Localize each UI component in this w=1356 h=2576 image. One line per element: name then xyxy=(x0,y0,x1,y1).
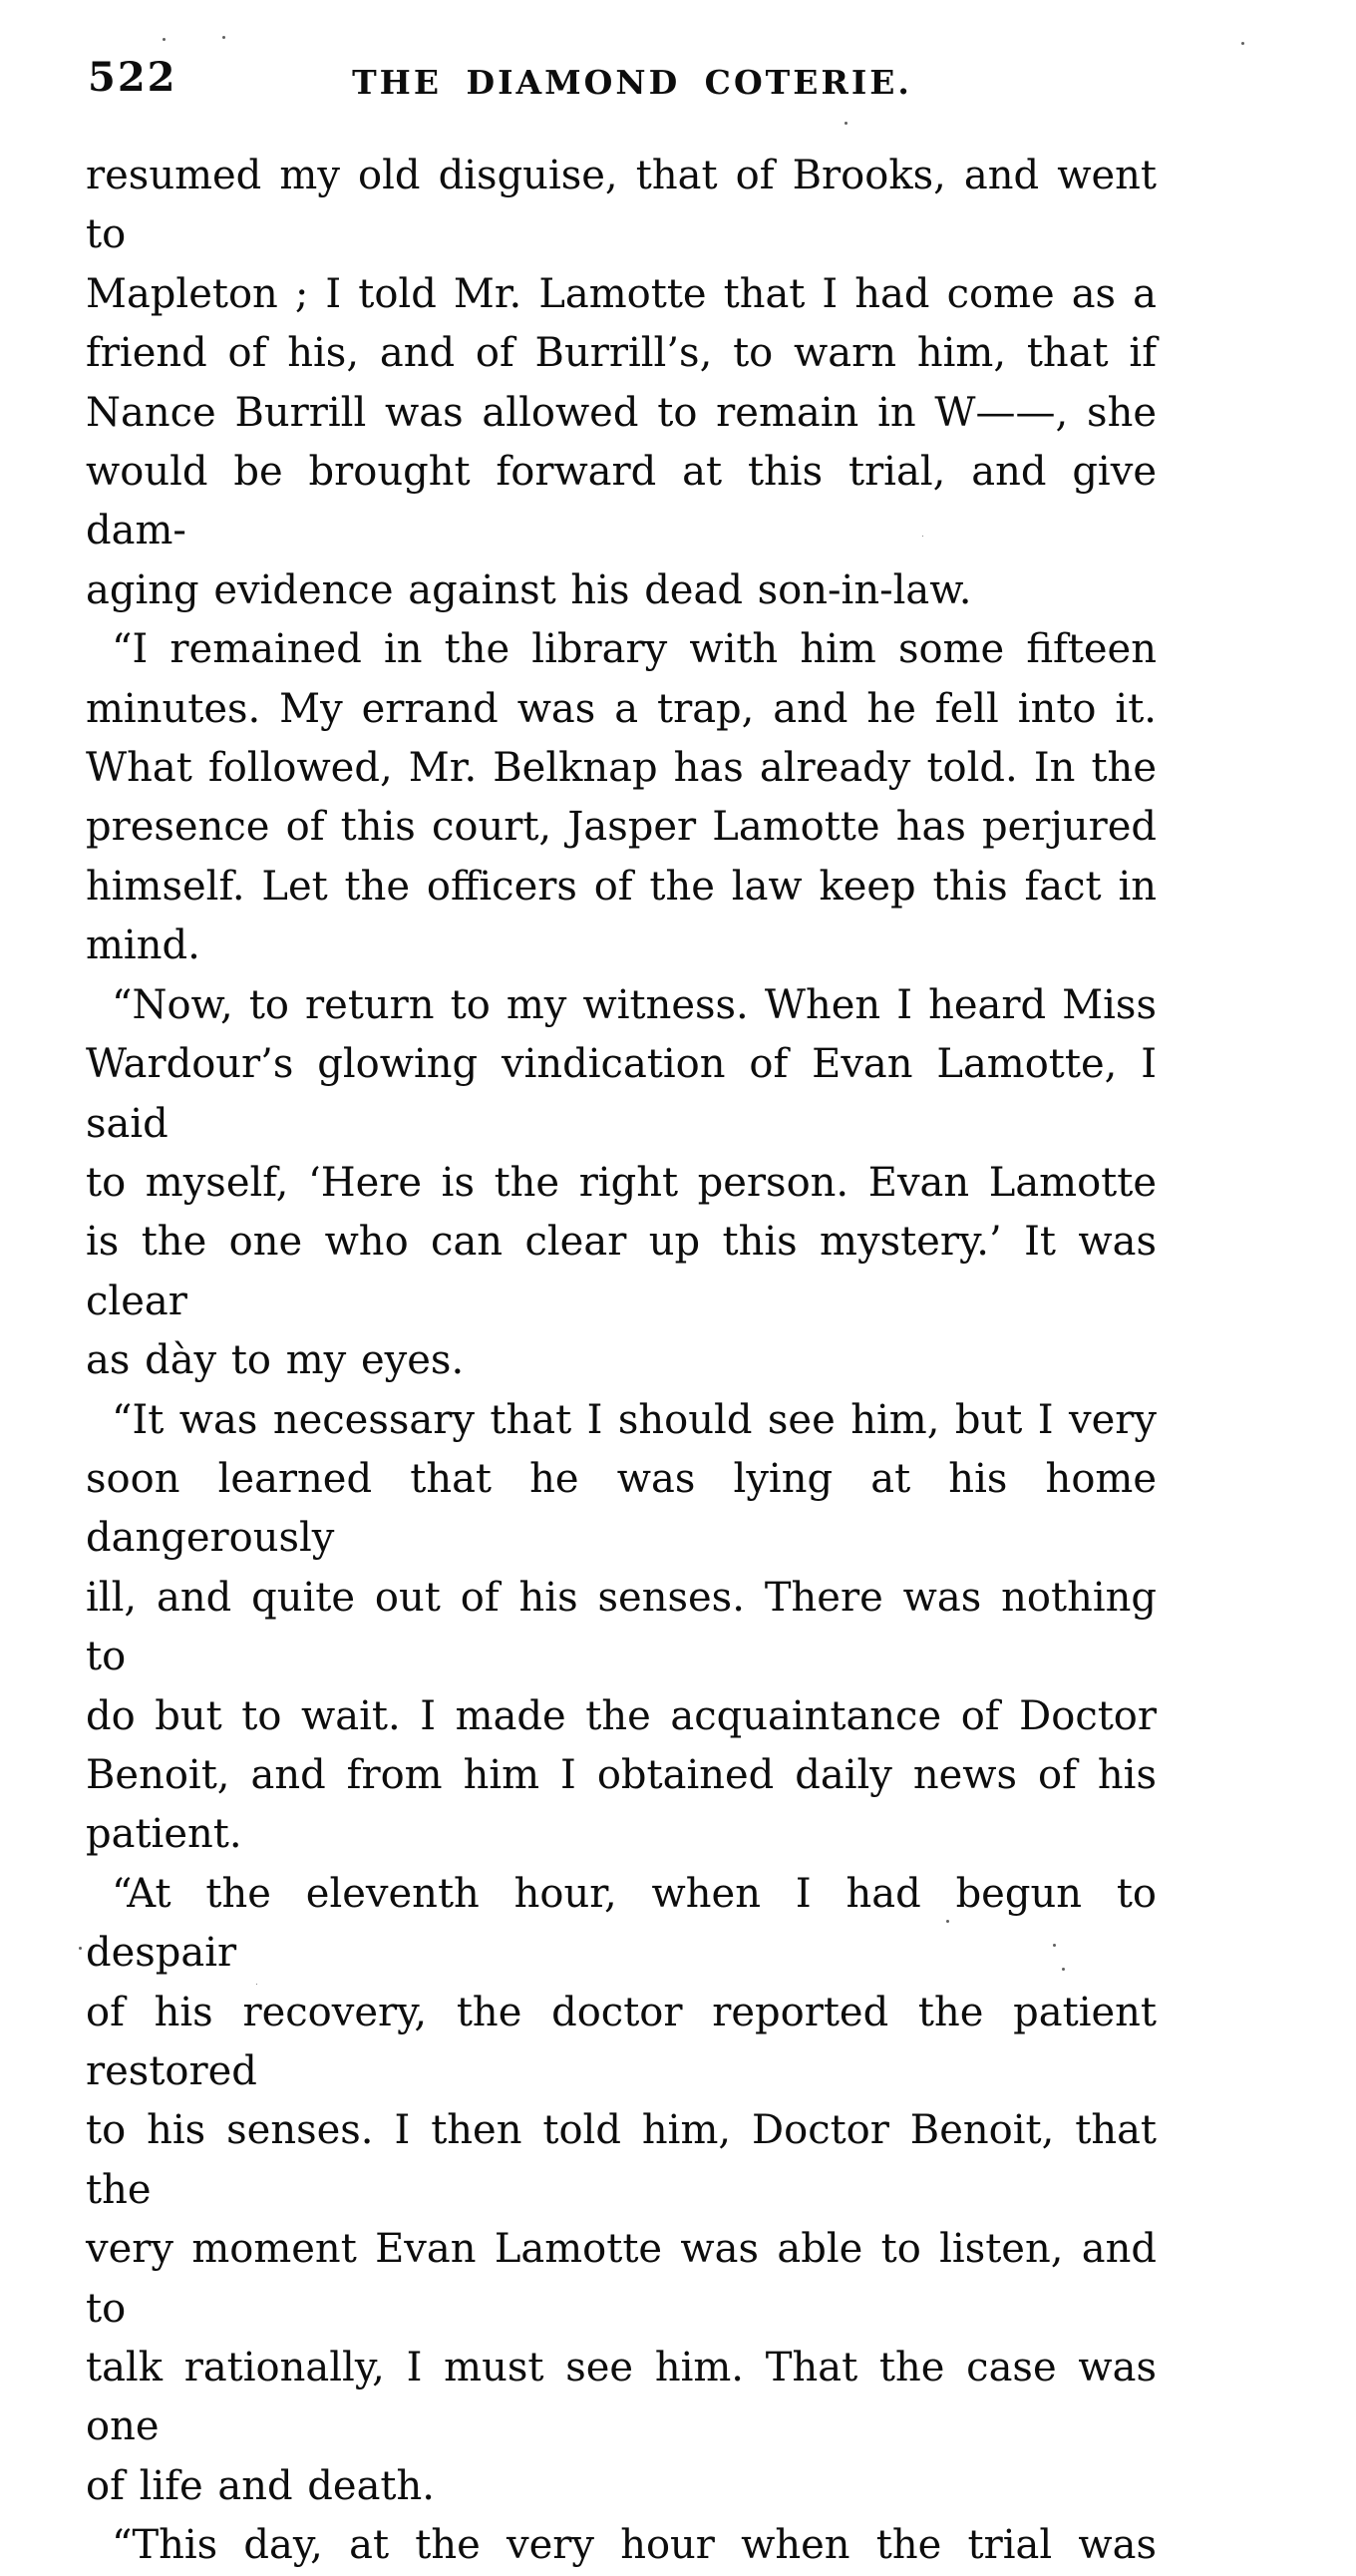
text-line: Benoit, and from him I obtained daily news of his xyxy=(86,1751,1157,1798)
page-header xyxy=(0,0,1356,110)
text-line: to myself, ‘Here is the right person. Evan Lamotte xyxy=(86,1159,1157,1206)
text-line: minutes. My errand was a trap, and he fell into it. xyxy=(86,685,1157,732)
page-number: 522 xyxy=(88,54,177,101)
running-title: THE DIAMOND COTERIE. xyxy=(352,63,912,102)
text-line: as dày to my eyes. xyxy=(86,1337,465,1384)
text-line: Wardour’s glowing vindication of Evan Lamotte, I said xyxy=(86,1041,1157,1147)
text-line: presence of this court, Jasper Lamotte has perjured xyxy=(86,804,1157,851)
text-line: Nance Burrill was allowed to remain in W——, she xyxy=(86,389,1157,436)
page-text xyxy=(86,147,1157,2576)
text-line: What followed, Mr. Belknap has already told. In the xyxy=(86,745,1157,792)
text-line: Mapleton ; I told Mr. Lamotte that I had come as a xyxy=(86,270,1157,317)
text-line: “Now, to return to my witness. When I heard Miss xyxy=(112,981,1157,1028)
text-line: patient. xyxy=(86,1811,242,1858)
text-line: ill, and quite out of his senses. There was nothing to xyxy=(86,1574,1157,1680)
text-line: friend of his, and of Burrill’s, to warn him, that if xyxy=(86,330,1157,377)
text-line: aging evidence against his dead son-in-law. xyxy=(86,566,972,613)
text-line: do but to wait. I made the acquaintance of Doctor xyxy=(86,1692,1157,1739)
text-line: resumed my old disguise, that of Brooks, and went to xyxy=(86,153,1157,258)
text-line: very moment Evan Lamotte was able to listen, and to xyxy=(86,2226,1157,2332)
text-line: to his senses. I then told him, Doctor Benoit, that the xyxy=(86,2107,1157,2213)
text-line: soon learned that he was lying at his home dangerously xyxy=(86,1455,1157,1562)
text-line: of his recovery, the doctor reported the patient restored xyxy=(86,1989,1157,2094)
text-line: talk rationally, I must see him. That the case was one xyxy=(86,2345,1157,2450)
text-line: “This day, at the very hour when the trial was xyxy=(112,2522,1157,2569)
text-line: would be brought forward at this trial, and give dam- xyxy=(86,449,1157,554)
scan-speck xyxy=(163,38,166,41)
text-line: “It was necessary that I should see him, but I very xyxy=(112,1396,1157,1443)
text-line: of life and death. xyxy=(86,2462,435,2509)
text-line: “At the eleventh hour, when I had begun to despair xyxy=(86,1870,1157,1977)
text-line: is the one who can clear up this mystery.’ It was clear xyxy=(86,1219,1157,1324)
text-line: himself. Let the officers of the law keep this fact in xyxy=(86,863,1157,910)
text-line: mind. xyxy=(86,922,200,969)
text-line: “I remained in the library with him some fifteen xyxy=(112,626,1157,673)
